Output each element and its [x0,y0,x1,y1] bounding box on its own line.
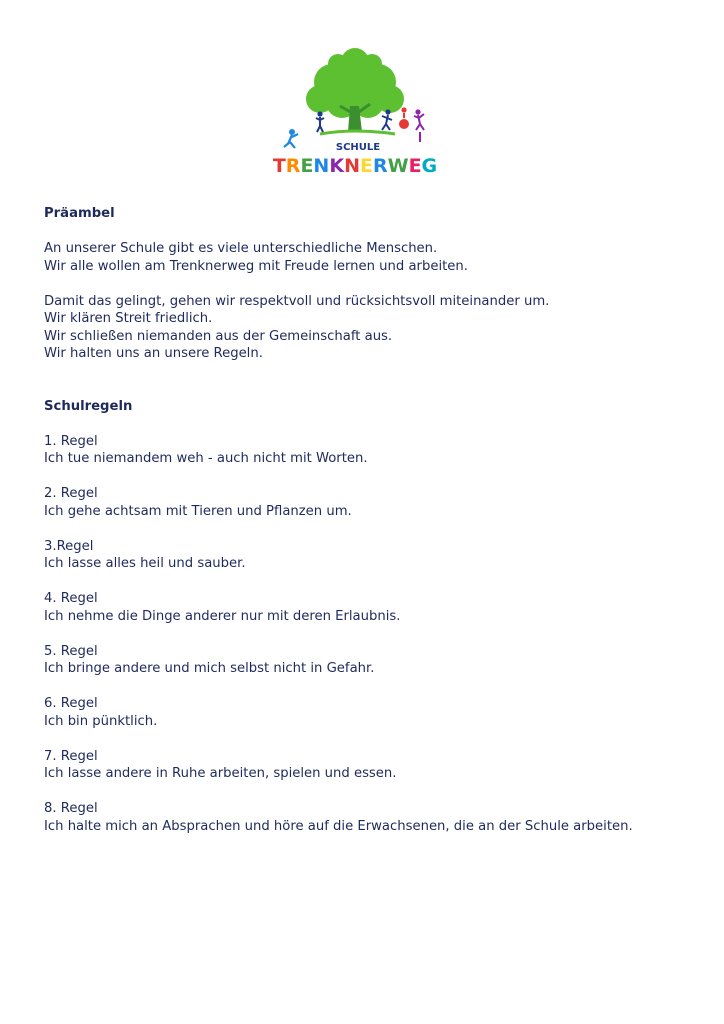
rule-title: 2. Regel [44,486,98,501]
logo-letter: N [313,155,330,177]
logo-letter: K [329,155,345,177]
rule-title: 1. Regel [44,433,98,449]
rule-text: Ich bin pünktlich. [44,713,158,729]
preamble-line: An unserer Schule gibt es viele unterschiedliche Menschen. [44,241,438,256]
rule-title: 4. Regel [44,591,98,606]
logo-letter: E [359,155,373,177]
logo-letter: E [408,155,422,177]
logo-letter: W [387,155,409,177]
rule-text: Ich halte mich an Absprachen und höre auf die Erwachsenen, die an der Schule arbeiten. [44,818,633,834]
logo-letter: E [300,155,314,177]
preamble-line: Wir schließen niemanden aus der Gemeinschaft aus. [44,328,393,344]
rule-text: Ich tue niemandem weh - auch nicht mit Worten. [44,451,368,466]
preamble-line: Wir halten uns an unsere Regeln. [44,346,263,361]
logo-letter: G [421,155,438,177]
logo-letter: R [285,155,301,177]
rule-text: Ich nehme die Dinge anderer nur mit deren Erlaubnis. [44,608,401,624]
logo-letter: R [372,155,388,177]
rule-title: 8. Regel [44,801,98,816]
rules-heading: Schulregeln [44,398,133,414]
preamble-line: Wir alle wollen am Trenknerweg mit Freude lernen und arbeiten. [44,258,468,274]
rule-text: Ich lasse alles heil und sauber. [44,556,246,571]
rule-text: Ich lasse andere in Ruhe arbeiten, spielen und essen. [44,766,397,781]
rule-text: Ich gehe achtsam mit Tieren und Pflanzen um. [44,503,352,519]
preamble-line: Damit das gelingt, gehen wir respektvoll und rücksichtsvoll miteinander um. [44,293,550,309]
rule-title: 5. Regel [44,643,98,659]
rule-text: Ich bringe andere und mich selbst nicht in Gefahr. [44,661,375,676]
logo-letter: N [344,155,360,177]
rule-title: 3.Regel [44,538,94,554]
logo-small-text: SCHULE [335,142,381,153]
preamble-heading: Präambel [44,206,115,221]
school-logo [270,44,440,179]
tree-logo-icon [270,44,440,179]
rule-title: 6. Regel [44,696,98,711]
document-body [44,205,680,835]
preamble-line: Wir klären Streit friedlich. [44,311,213,326]
logo-big-text [273,155,437,177]
logo-letter: T [272,155,286,177]
rule-title: 7. Regel [44,748,98,764]
